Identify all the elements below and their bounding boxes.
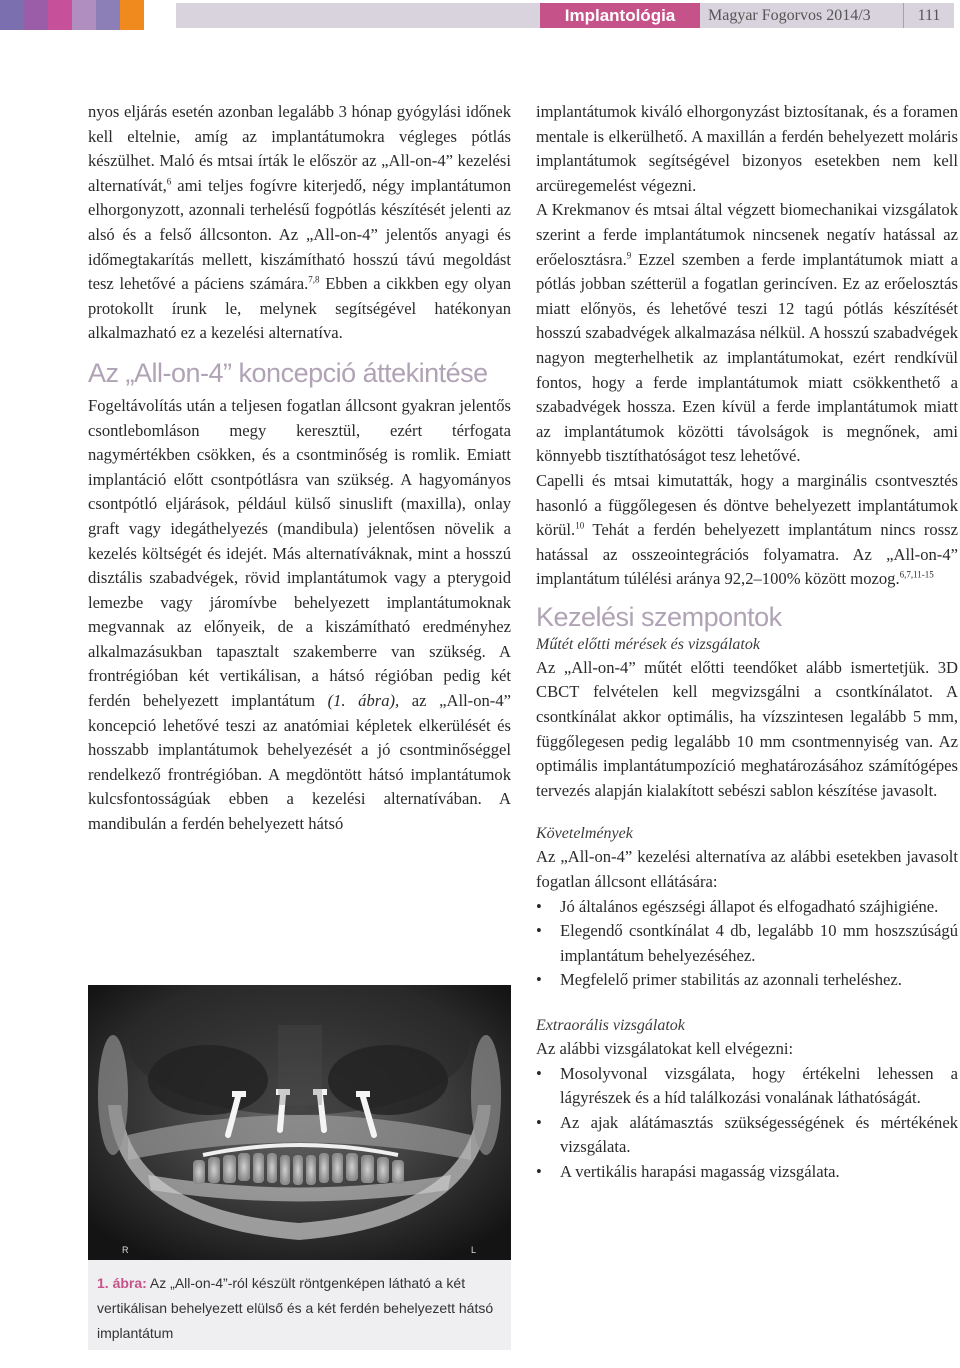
text-run: ami teljes fogívre kiterjedő, négy implantátumon elhorgonyzott, azonnali terhelésű fogpótlás készítését jelenti az alsó és a felső állcsonton. Az „All-on-4” jelentős anyagi és időmegtakarítás mellett, kiszámítható hosszú távú megoldást tesz lehetővé a páciens számára. bbox=[88, 175, 511, 294]
strip-block-4 bbox=[72, 0, 96, 30]
text-run: Capelli és mtsai kimutatták, hogy a marginális csontvesztés hasonló a függőlegesen és döntve behelyezett implantátumok körül. bbox=[536, 470, 958, 540]
extraoral-list bbox=[536, 1062, 958, 1185]
text-run: A Krekmanov és mtsai által végzett biomechanikai vizsgálatok szerint a ferde implantátumok nincsenek negatív hatással az erőelosztásra. bbox=[536, 200, 958, 269]
paragraph: Az „All-on-4” műtét előtti teendőket alább ismertetjük. 3D CBCT felvételen kell megvizsgálni a csontkínálatot. A csontkínálat akkor optimális, ha vízszintesen legalább 5 mm, függőlegesen pedig legalább 10 mm csontmennyiség van. Az optimális implantátumpozíció meghatározásához számítógépes tervezés alapján kialakított sebészi sablon készítése javasolt. bbox=[536, 657, 958, 800]
left-column bbox=[88, 100, 511, 837]
figure-caption-box bbox=[88, 1260, 511, 1350]
list-item: • Mosolyvonal vizsgálata, hogy értékelni lehessen a lágyrészek és a híd találkozási vonalának láthatóságát. bbox=[536, 1062, 958, 1111]
list-item: • Megfelelő primer stabilitás az azonnali terheléshez. bbox=[536, 968, 958, 993]
figure-caption bbox=[88, 1260, 511, 1346]
color-strip bbox=[0, 0, 144, 30]
caption-label: 1. ábra: bbox=[97, 1275, 147, 1291]
journal-title: Magyar Fogorvos 2014/3 bbox=[708, 7, 871, 24]
paragraph bbox=[88, 394, 511, 837]
figure-reference: (1. ábra), bbox=[327, 691, 400, 711]
citation: 10 bbox=[575, 520, 585, 531]
strip-block-2 bbox=[24, 0, 48, 30]
paragraph bbox=[536, 198, 958, 469]
section-heading: Kezelési szempontok bbox=[536, 601, 782, 632]
page-number: 111 bbox=[903, 3, 954, 28]
section-heading: Az „All-on-4” koncepció áttekintése bbox=[88, 357, 488, 388]
paragraph bbox=[536, 469, 958, 592]
caption-text: Az „All-on-4”-ról készült röntgenképen látható a két vertikálisan behelyezett elülső és a két ferdén behelyezett hátsó implantátum bbox=[97, 1275, 494, 1341]
list-item: • A vertikális harapási magasság vizsgálata. bbox=[536, 1160, 958, 1185]
paragraph: Az „All-on-4” kezelési alternatíva az alábbi esetekben javasolt fogatlan állcsont ellátására: bbox=[536, 847, 958, 892]
list-item: • Elegendő csontkínálat 4 db, legalább 10 mm hoszszúságú implantátum behelyezéséhez. bbox=[536, 919, 958, 968]
text-run: Ebben a cikkben egy olyan protokollt írunk le, melynek segítségével hatékonyan alkalmazható ez a kezelési alternatíva. bbox=[88, 274, 511, 343]
text-run: az „All-on-4” koncepció lehetővé teszi az anatómiai képletek elkerülését és hosszabb implantátumok behelyezését a jó csontminőséggel rendelkező frontrégióban. A megdöntött hátsó implantátumok kulcsfontosságúak ebben a kezelési alternatívában. A mandibulán a ferdén behelyezett hátsó bbox=[88, 691, 511, 834]
text-run: Tehát a ferdén behelyezett implantátum nincs rossz hatással az osszeointegrációs folyamatra. Az „All-on-4” implantátum túlélési aránya 92,2–100% között mozog. bbox=[536, 520, 958, 589]
strip-block-1 bbox=[0, 0, 24, 30]
marker-right: L bbox=[471, 1245, 477, 1255]
strip-block-6 bbox=[120, 0, 144, 30]
subheading: Műtét előtti mérések és vizsgálatok bbox=[536, 635, 760, 653]
section-tag: Implantológia bbox=[540, 3, 700, 28]
paragraph: implantátumok kiváló elhorgonyzást biztosítanak, és a foramen mentale is elkerülhető. A maxillán a ferdén behelyezett moláris implantátumok segítségével bizonyos esetekben nem kell arcüregemelést végezni. bbox=[536, 102, 958, 195]
paragraph: Az alábbi vizsgálatokat kell elvégezni: bbox=[536, 1039, 794, 1058]
text-run: nyos eljárás esetén azonban legalább 3 hónap gyógylási időnek kell eltelnie, amíg az implantátumokra végleges pótlás készülhet. Maló és mtsai írták le először az „All-on-4” kezelési alternatívát, bbox=[88, 102, 511, 195]
right-column bbox=[536, 100, 958, 1185]
subheading: Extraorális vizsgálatok bbox=[536, 1017, 685, 1034]
citation: 6,7,11-15 bbox=[899, 569, 934, 580]
strip-block-5 bbox=[96, 0, 120, 30]
subheading: Követelmények bbox=[536, 825, 633, 843]
citation: 9 bbox=[626, 250, 632, 261]
list-item: • Az ajak alátámasztás szükségességének és mértékének vizsgálata. bbox=[536, 1111, 958, 1160]
xray-image bbox=[88, 985, 511, 1260]
requirements-list bbox=[536, 895, 958, 993]
strip-block-3 bbox=[48, 0, 72, 30]
text-run: Fogeltávolítás után a teljesen fogatlan állcsont gyakran jelentős csontlebomláson megy keresztül, ezért térfogata nagymértékben csökken, és a csontminőség is romlik. Emiatt implantáció előtt csontpótlásra van szükség. A hagyományos csontpótló eljárások, például külső sinuslift (maxilla), onlay graft vagy idegáthelyezés (mandibula) jelentősen növelik a kezelés költségét és idejét. Más alternatíváknak, mint a hosszú disztális szabadvégek, rövid implantátumok vagy a pterygoid lemezbe vagy járomívbe behelyezett implantátumoknak megvannak az előnyeik, de a kiszámítható eredményhez alkalmazásukban tapasztalt szakemberre van szükség. A frontrégióban két vertikálisan, a hátsó régióban pedig két ferdén behelyezett implantátum bbox=[88, 395, 511, 711]
paragraph bbox=[88, 100, 511, 346]
text-run: Ezzel szemben a ferde implantátumok miatt a pótlás jobban szétterül a fogatlan gerincíven. Ez az erőelosztás miatt előnyös, és lehetővé teszi 12 tagú pótlás készítését hosszú szabadvégek alkalmazása nélkül. A hosszú szabadvégek nagyon megterhelhetik az implantátumokat, ezért rendkívül fontos, hogy a ferde implantátumok miatt csökkenthető a szabadvégek hossza. Ezen kívül a ferde implantátumok miatt az implantátumok közötti távolságok is megnőnek, ami könnyebb tisztíthatóságot tesz lehetővé. bbox=[536, 249, 958, 466]
citation: 6 bbox=[166, 176, 172, 187]
citation: 7,8 bbox=[308, 274, 320, 285]
marker-left: R bbox=[122, 1245, 129, 1255]
panoramic-xray bbox=[88, 985, 511, 1260]
list-item: • Jó általános egészségi állapot és elfogadható szájhigiéne. bbox=[536, 895, 958, 920]
